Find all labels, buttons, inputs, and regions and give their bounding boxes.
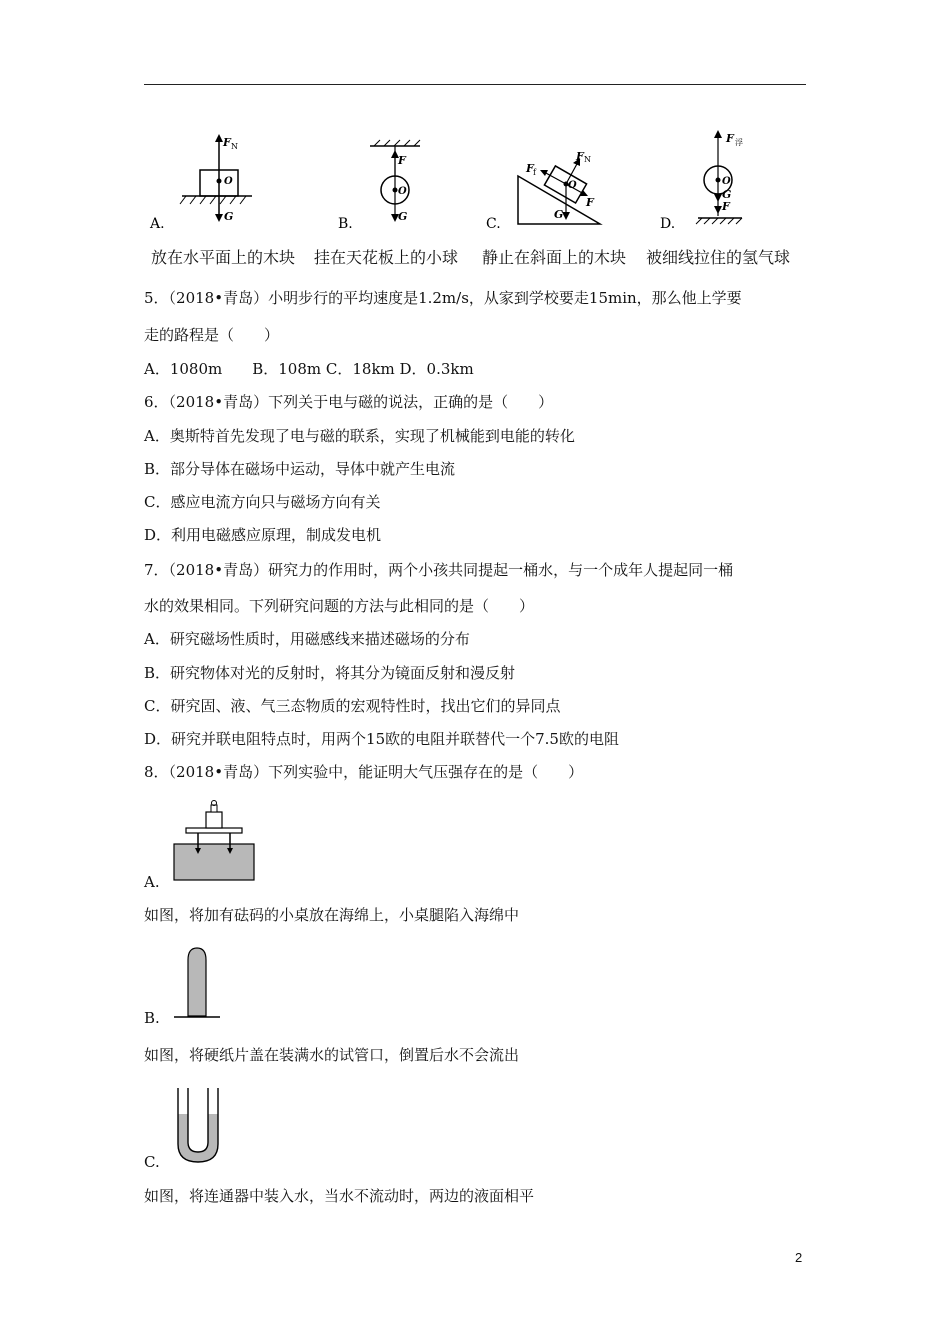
force-label: F (576, 150, 584, 163)
figure-b-caption: 挂在天花板上的小球 (314, 248, 459, 267)
header-rule (144, 84, 806, 85)
q7-option-b: B．研究物体对光的反射时，将其分为镜面反射和漫反射 (144, 664, 516, 682)
figure-b-letter: B. (338, 216, 353, 232)
q5-stem-line2: 走的路程是（ ） (144, 326, 280, 344)
q6-option-d: D．利用电磁感应原理，制成发电机 (144, 526, 382, 544)
q6-option-a: A．奥斯特首先发现了电与磁的联系，实现了机械能到电能的转化 (144, 427, 575, 445)
q8-option-c-label: C. (144, 1153, 160, 1171)
q6-stem: 6．（2018•青岛）下列关于电与磁的说法，正确的是（ ） (144, 393, 554, 411)
q8-option-a-label: A. (144, 873, 160, 891)
figure-a-block-on-table (140, 128, 260, 238)
force-subscript: N (231, 142, 238, 151)
q6-option-c: C．感应电流方向只与磁场方向有关 (144, 493, 381, 511)
force-subscript: 浮 (735, 138, 743, 147)
force-label: G (554, 208, 564, 221)
force-label: F (526, 162, 534, 175)
q8-c-u-tube-figure (172, 1086, 224, 1166)
figure-a-caption: 放在水平面上的木块 (151, 248, 296, 267)
q7-option-c: C．研究固、液、气三态物质的宏观特性时，找出它们的异同点 (144, 697, 561, 715)
force-label: F (223, 136, 231, 149)
point-label: O (722, 176, 731, 187)
q8-b-test-tube-figure (172, 946, 224, 1022)
q5-options: A．1080m B．108m C．18km D．0.3km (144, 360, 474, 378)
figure-b-hanging-ball (330, 128, 440, 238)
figure-d-caption: 被细线拉住的氢气球 (646, 248, 791, 267)
q5-stem-line1: 5．（2018•青岛）小明步行的平均速度是1.2m/s，从家到学校要走15min，那么他上学要 (144, 289, 742, 307)
q6-option-b: B．部分导体在磁场中运动，导体中就产生电流 (144, 460, 456, 478)
q7-option-a: A．研究磁场性质时，用磁感线来描述磁场的分布 (144, 630, 470, 648)
figure-c-caption: 静止在斜面上的木块 (482, 248, 627, 267)
q8-option-c-text: 如图，将连通器中装入水，当水不流动时，两边的液面相平 (144, 1187, 535, 1205)
q8-option-b-text: 如图，将硬纸片盖在装满水的试管口，倒置后水不会流出 (144, 1046, 520, 1064)
figure-a-letter: A. (150, 216, 165, 232)
point-label: O (568, 180, 577, 191)
q7-option-d: D．研究并联电阻特点时，用两个15欧的电阻并联替代一个7.5欧的电阻 (144, 730, 619, 748)
force-label: G (398, 210, 408, 223)
force-label: G (722, 188, 732, 201)
force-label: F (586, 196, 594, 209)
q8-option-b-label: B. (144, 1009, 160, 1027)
force-label: F (398, 154, 406, 167)
figure-d-tethered-balloon (654, 124, 774, 236)
q8-option-a-text: 如图，将加有砝码的小桌放在海绵上，小桌腿陷入海绵中 (144, 906, 520, 924)
q7-stem-line1: 7．（2018•青岛）研究力的作用时，两个小孩共同提起一桶水，与一个成年人提起同一桶 (144, 561, 734, 579)
point-label: O (398, 186, 407, 197)
point-label: O (224, 176, 233, 187)
force-label: F (722, 200, 730, 213)
page-number: 2 (795, 1250, 803, 1265)
force-label: G (224, 210, 234, 223)
figure-c-block-on-incline (482, 128, 612, 238)
q7-stem-line2: 水的效果相同。下列研究问题的方法与此相同的是（ ） (144, 597, 535, 615)
q8-a-table-on-sponge-figure (172, 798, 256, 884)
force-subscript: N (584, 155, 591, 164)
figure-c-letter: C. (486, 216, 501, 232)
force-subscript: f (533, 168, 536, 177)
figure-d-letter: D. (660, 216, 676, 232)
force-label: F (726, 132, 734, 145)
q8-stem: 8．（2018•青岛）下列实验中，能证明大气压强存在的是（ ） (144, 763, 584, 781)
